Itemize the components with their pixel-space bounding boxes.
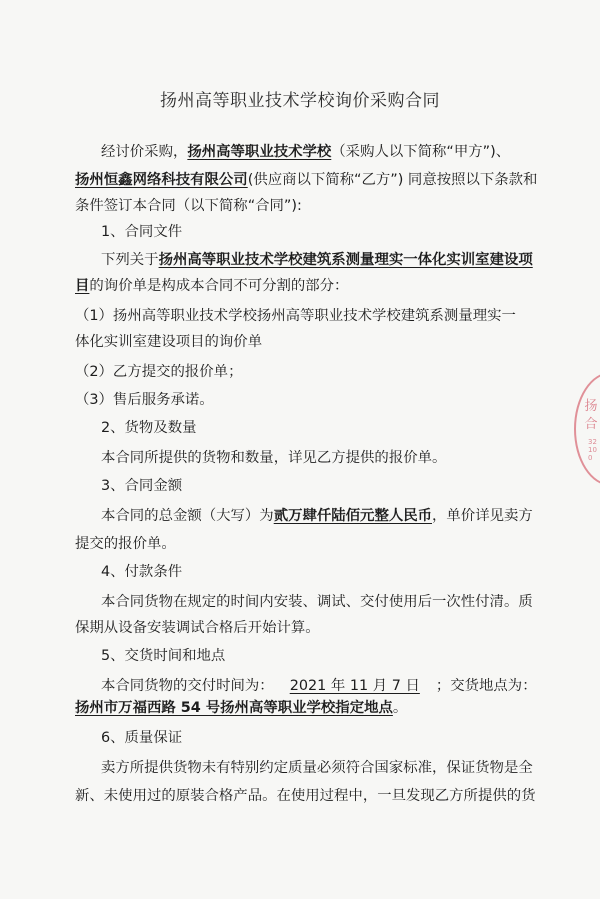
- section-4-line-2: 保期从设备安装调试合格后开始计算。: [75, 620, 320, 636]
- section-1-item-1a: （1）扬州高等职业技术学校扬州高等职业技术学校建筑系测量理实一: [75, 308, 516, 324]
- section-1-item-1b: 体化实训室建设项目的询价单: [75, 334, 263, 350]
- contract-amount: 贰万肆仟陆佰元整人民币: [273, 508, 433, 524]
- section-4-line-1: 本合同货物在规定的时间内安装、调试、交付使用后一次性付清。质: [101, 594, 533, 610]
- section-2-text: 本合同所提供的货物和数量，详见乙方提供的报价单。: [101, 450, 447, 466]
- section-1-line-1: [101, 250, 533, 270]
- intro-line-2-suffix: (供应商以下简称“乙方”) 同意按照以下条款和: [247, 172, 538, 188]
- section-3-suffix: ，单价详见卖方: [432, 508, 533, 524]
- section-6-line-2: 新、未使用过的原装合格产品。在使用过程中，一旦发现乙方所提供的货: [75, 788, 536, 804]
- section-4-heading: 4、付款条件: [101, 564, 183, 580]
- section-2-heading: 2、货物及数量: [101, 420, 197, 436]
- project-name-b: 目: [75, 278, 90, 294]
- section-1-line-2: [75, 276, 348, 296]
- section-3-line-2: 提交的报价单。: [75, 536, 176, 552]
- intro-suffix: （采购人以下简称“甲方”)、: [331, 144, 511, 160]
- section-5-prefix: 本合同货物的交付时间为：: [101, 678, 274, 694]
- delivery-date: 2021 年 11 月 7 日: [289, 678, 420, 694]
- seal-number: 32100: [588, 438, 597, 462]
- section-1-item-2: （2）乙方提交的报价单；: [75, 364, 243, 380]
- intro-line-3: 条件签订本合同（以下简称“合同”):: [75, 198, 302, 214]
- supplier-name: 扬州恒鑫网络科技有限公司: [75, 172, 248, 188]
- document-title: 扬州高等职业技术学校询价采购合同: [160, 91, 440, 111]
- section-5-line-2: [75, 698, 407, 718]
- section-3-line-1: [101, 506, 533, 526]
- delivery-place: 扬州市万福西路 54 号扬州高等职业学校指定地点: [75, 700, 393, 716]
- section-5-suffix: ；交货地点为：: [435, 678, 537, 694]
- section-5-heading: 5、交货时间和地点: [101, 648, 226, 664]
- section-6-heading: 6、质量保证: [101, 730, 183, 746]
- seal-text: 扬 合: [584, 399, 598, 432]
- section-3-heading: 3、合同金额: [101, 478, 183, 494]
- intro-prefix: 经讨价采购，: [101, 144, 188, 160]
- section-1-heading: 1、合同文件: [101, 224, 183, 240]
- section-3-prefix: 本合同的总金额（大写）为: [101, 508, 274, 524]
- section-1-prefix: 下列关于: [101, 252, 159, 268]
- delivery-place-end: 。: [392, 700, 408, 716]
- buyer-name: 扬州高等职业技术学校: [187, 144, 332, 160]
- section-6-line-1: 卖方所提供货物未有特别约定质量必须符合国家标准，保证货物是全: [101, 760, 533, 776]
- intro-line-1: [101, 142, 510, 162]
- intro-line-2: [75, 170, 537, 190]
- project-name-a: 扬州高等职业技术学校建筑系测量理实一体化实训室建设项: [158, 252, 533, 268]
- section-1-item-3: （3）售后服务承诺。: [75, 392, 214, 408]
- section-1-line-2-suffix: 的询价单是构成本合同不可分割的部分：: [89, 278, 349, 294]
- section-5-line-1: [101, 676, 537, 696]
